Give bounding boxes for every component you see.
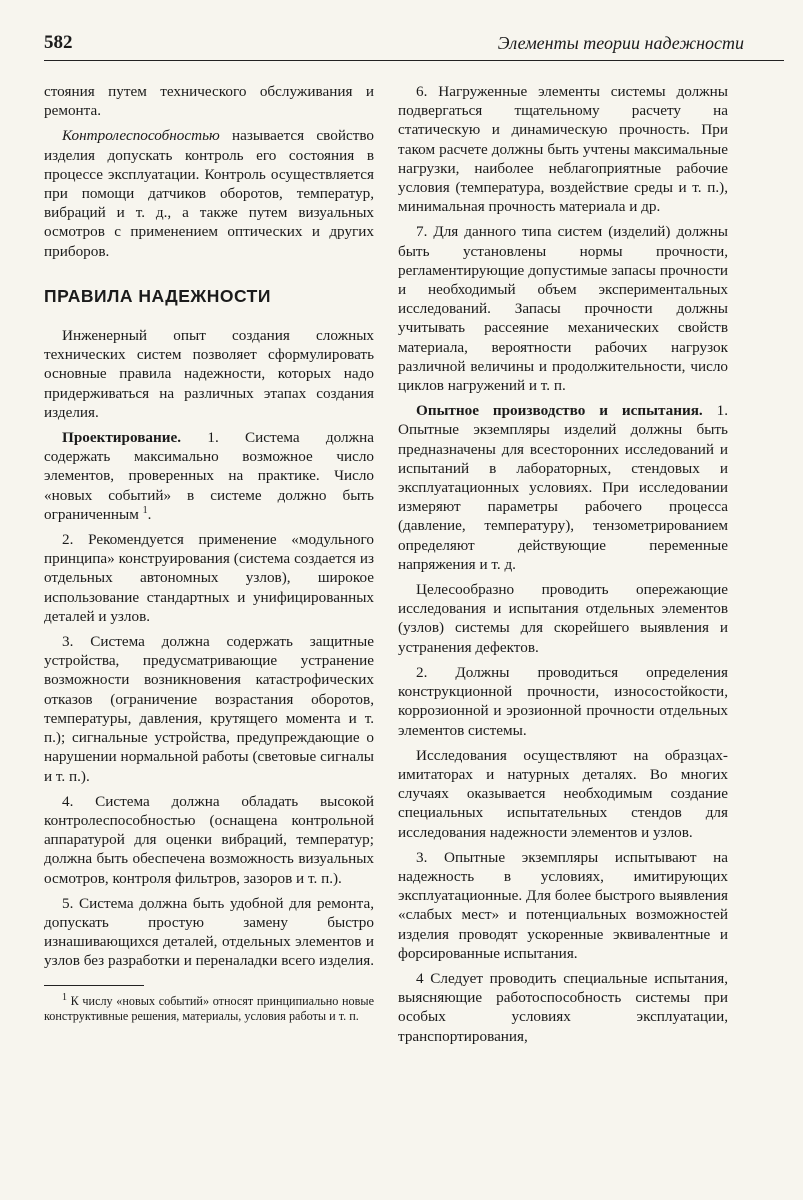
paragraph-design-1 <box>44 428 374 524</box>
defined-term: Контролеспособностью <box>62 127 220 145</box>
paragraph-text: 1. Система должна содержать максимально возможное число элементов, проверенных на практике. Число «новых событий» в системе должно быть ограниченным <box>44 429 374 523</box>
paragraph-testing-3: 3. Опытные экземпляры испытывают на надежность в условиях, имитирующих эксплуатационные. Для более быстрого выявления «слабых мест» и потенциальных возможностей изделия проводят ускоренные эквивалентные и форсированные испытания. <box>398 848 728 962</box>
page-number: 582 <box>44 32 73 53</box>
paragraph-text: называется свойство изделия допускать контроль его состояния в процессе эксплуатации. Контроль осуществляется при помощи датчиков оборотов, температур, вибраций и т. д., а также путем визуальных осмотров с применением оптических и других приборов. <box>44 127 374 260</box>
paragraph: Исследования осуществляют на образцах-имитаторах и натурных деталях. Во многих случаях оказывается необходимым создание специальных испытательных стендов для исследования надежности элементов и узлов. <box>398 746 728 841</box>
punctuation: . <box>147 505 152 523</box>
run-in-heading: Проектирование. <box>62 429 182 447</box>
footnote-text: К числу «новых событий» относят принципиально новые конструктивные решения, материалы, условия работы и т. п. <box>44 993 374 1023</box>
page-header <box>44 30 784 61</box>
paragraph-design-7: 7. Для данного типа систем (изделий) должны быть установлены нормы прочности, регламентирующие допустимые запасы прочности и необходимый объем экспериментальных исследований. Запасы прочности должны учитывать рассеяние механических свойств материала, вероятности рабочих нагрузок различной величины и продолжительности, число циклов нагружений и т. п. <box>398 223 728 395</box>
paragraph-design-3: 3. Система должна содержать защитные устройства, предусматривающие устранение возможности возникновения катастрофических отказов (ограничение возрастания оборотов, температуры, давления, крутящего момента и т. п.); сигнальные устройства, предупреждающие о нарушении нормальной работы (световые сигналы и т. п.). <box>44 633 374 785</box>
paragraph-design-4: 4. Система должна обладать высокой контролеспособностью (оснащена контрольной аппаратурой для оценки вибраций, температур; должна быть обеспечена возможность визуальных осмотров, контроля фильтров, зазоров и т. п.). <box>44 792 374 887</box>
paragraph-testing-1 <box>398 401 728 574</box>
paragraph-testing-2: 2. Должны проводиться определения конструкционной прочности, износостойкости, коррозионной и эрозионной прочности отдельных элементов системы. <box>398 663 728 739</box>
footnote-divider <box>44 985 144 986</box>
running-title: Элементы теории надежности <box>497 33 744 53</box>
paragraph-text: 1. Опытные экземпляры изделий должны быть предназначены для всесторонних исследований и испытаний в лабораторных, стендовых и эксплуатационных условиях. При исследовании измеряют параметры рабочего процесса (давление, температуру), тензометрированием определяют действующие переменные напряжения и т. д. <box>398 402 728 573</box>
paragraph-testing-4: 4 Следует проводить специальные испытания, выясняющие работоспособность системы при особых условиях эксплуатации, транспортирования, <box>398 969 728 1045</box>
footnote-mark: 1 <box>62 991 67 1003</box>
paragraph-design-6: 6. Нагруженные элементы системы должны подвергаться тщательному расчету на статическую и динамическую прочность. При таком расчете должны быть учтены максимальные нагрузки, наиболее неблагоприятные рабочие условия (температура, воздействие среды и т. п.), минимальная прочность материала и др. <box>398 83 728 216</box>
right-column <box>398 82 728 1052</box>
paragraph-intro: Инженерный опыт создания сложных технических систем позволяет сформулировать основные правила надежности, которых надо придерживаться на различных этапах создания изделия. <box>44 327 374 421</box>
footnote-reference: 1 <box>142 504 148 516</box>
section-heading: ПРАВИЛА НАДЕЖНОСТИ <box>44 285 271 306</box>
paragraph: стояния путем технического обслуживания и ремонта. <box>44 83 374 120</box>
paragraph-controllability <box>44 126 374 260</box>
paragraph-design-5: 5. Система должна быть удобной для ремонта, допускать простую замену быстро изнашивающихся деталей, отдельных элементов и узлов без разработки и переналадки всего изделия. <box>44 894 374 970</box>
footnote <box>44 991 374 1024</box>
left-column <box>44 82 374 1024</box>
paragraph-design-2: 2. Рекомендуется применение «модульного принципа» конструирования (система создается из отдельных автономных узлов), широкое использование стандартных и унифицированных деталей и узлов. <box>44 531 374 625</box>
paragraph: Целесообразно проводить опережающие исследования и испытания отдельных элементов (узлов) системы для скорейшего выявления и устранения дефектов. <box>398 581 728 656</box>
run-in-heading: Опытное производство и испытания. <box>416 402 703 420</box>
